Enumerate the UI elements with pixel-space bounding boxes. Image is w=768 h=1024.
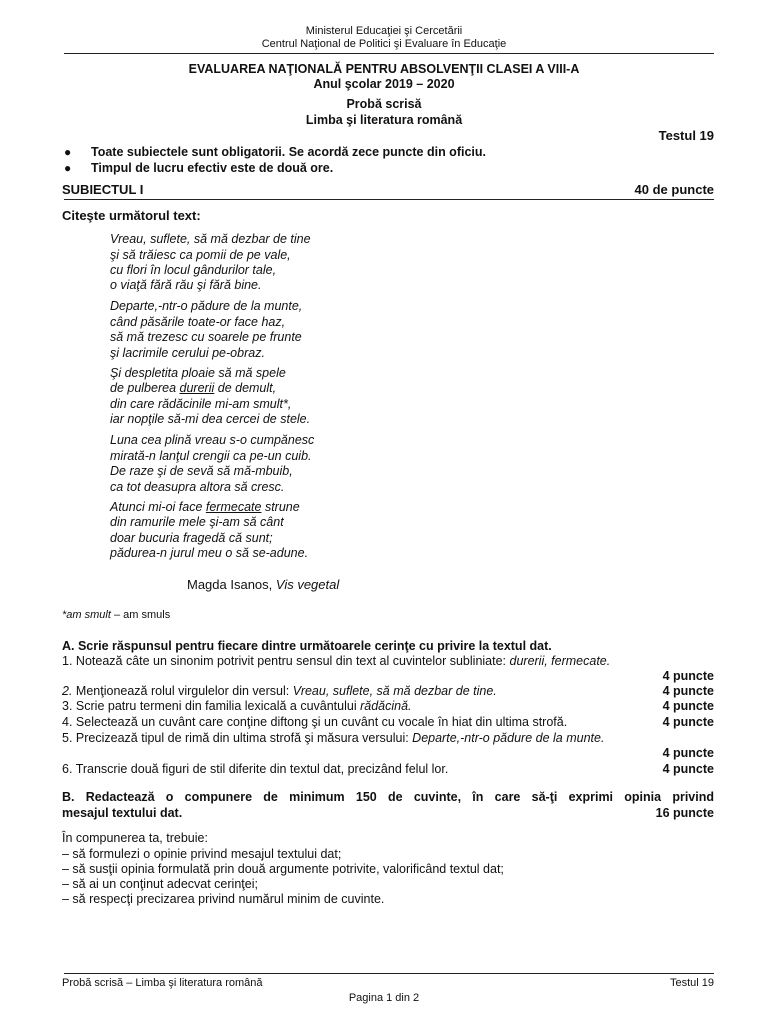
task-text: Selectează un cuvânt care conţine diftong şi un cuvânt cu vocale în hiat din ultima strofă. [75, 715, 568, 729]
task-3 [62, 699, 714, 713]
task-number: 5. [62, 731, 73, 745]
underlined-word: fermecate [205, 500, 262, 514]
task-number: 4. [62, 715, 73, 729]
poem-line [110, 500, 300, 514]
part-b-requirement: – să ai un conţinut adecvat cerinţei; [62, 877, 258, 891]
part-b-points: 16 puncte [655, 806, 714, 820]
header-divider [64, 53, 714, 54]
task-number: 1. [62, 654, 73, 668]
task-text: Scrie patru termeni din familia lexicală a cuvântului [75, 699, 361, 713]
rule-1: Toate subiectele sunt obligatorii. Se acordă zece puncte din oficiu. [91, 145, 486, 159]
subject-name: Limba şi literatura română [305, 113, 463, 127]
task-5 [62, 731, 714, 745]
poem-line: iar nopţile să-mi dea cercei de stele. [110, 412, 311, 426]
bullet-icon: ● [64, 145, 72, 159]
poem-line: şi să trăiesc ca pomii de pe vale, [110, 248, 291, 262]
poem-line: o viaţă fără rău şi fără bine. [110, 278, 262, 292]
footnote-term: *am smult [62, 609, 111, 621]
poem-line: De raze şi de sevă să mă-mbuib, [110, 464, 293, 478]
poem-line: Departe,-ntr-o pădure de la munte, [110, 299, 303, 313]
task-points: 4 puncte [662, 684, 714, 698]
task-number: 3. [62, 699, 73, 713]
read-label: Citeşte următorul text: [62, 208, 201, 223]
task-points: 4 puncte [662, 746, 714, 760]
task-2 [62, 684, 714, 698]
task-points: 4 puncte [662, 699, 714, 713]
exam-type: Probă scrisă [346, 97, 422, 111]
task-text: Transcrie două figuri de stil diferite din textul dat, precizând felul lor. [75, 762, 449, 776]
poem-text: strune [261, 500, 300, 514]
poem-line: cu flori în locul gândurilor tale, [110, 263, 277, 277]
poem-line: şi lacrimile cerului pe-obraz. [110, 346, 265, 360]
task-6 [62, 762, 714, 776]
poem-line: Vreau, suflete, să mă dezbar de tine [110, 232, 311, 246]
section-title: SUBIECTUL I [62, 182, 144, 197]
section-divider [64, 199, 714, 200]
task-points: 4 puncte [662, 762, 714, 776]
poem-author [187, 577, 339, 592]
part-b-requirement: – să susţii opinia formulată prin două argumente potrivite, valorificând textul dat; [62, 862, 504, 876]
footer-left: Probă scrisă – Limba şi literatura română [62, 977, 263, 989]
poem-line: când păsările toate-or face haz, [110, 315, 286, 329]
exam-title: EVALUAREA NAŢIONALĂ PENTRU ABSOLVENŢII CLASEI A VIII-A [188, 62, 580, 76]
task-4 [62, 715, 714, 729]
section-points: 40 de puncte [634, 182, 714, 197]
poem-line: mirată-n lanţul crengii ca pe-un cuib. [110, 449, 312, 463]
part-b-requirement: – să respecţi precizarea privind numărul minim de cuvinte. [62, 892, 385, 906]
bullet-icon: ● [64, 161, 72, 175]
author-name: Magda Isanos, [187, 577, 276, 592]
task-text: Precizează tipul de rimă din ultima strofă şi măsura versului: [75, 731, 413, 745]
task-word: rădăcină. [360, 699, 412, 713]
task-quote: Vreau, suflete, să mă dezbar de tine. [292, 684, 497, 698]
task-text: Menţionează rolul virgulelor din versul: [75, 684, 293, 698]
poem-text: Atunci mi-oi face [110, 500, 206, 514]
task-points: 4 puncte [662, 715, 714, 729]
task-number: 6. [62, 762, 73, 776]
part-b-requirement: – să formulezi o opinie privind mesajul textului dat; [62, 847, 342, 861]
school-year: Anul şcolar 2019 – 2020 [313, 77, 455, 91]
poem-line: din care rădăcinile mi-am smult*, [110, 397, 292, 411]
poem-line: pădurea-n jurul meu o să se-adune. [110, 546, 309, 560]
rule-2: Timpul de lucru efectiv este de două ore. [91, 161, 334, 175]
footer-divider [64, 973, 714, 974]
poem-line [110, 381, 276, 395]
task-text: Notează câte un sinonim potrivit pentru sensul din text al cuvintelor subliniate: [75, 654, 510, 668]
task-quote: Departe,-ntr-o pădure de la munte. [412, 731, 605, 745]
poem-line: să mă trezesc cu soarele pe frunte [110, 330, 302, 344]
part-a-title: A. Scrie răspunsul pentru fiecare dintre următoarele cerinţe cu privire la textul dat. [62, 639, 552, 653]
test-number: Testul 19 [658, 128, 714, 143]
poem-line: din ramurile mele şi-am să cânt [110, 515, 284, 529]
poem-line: doar bucuria fragedă că sunt; [110, 531, 273, 545]
part-b-title-line2: mesajul textului dat. [62, 806, 183, 820]
poem-title: Vis vegetal [275, 577, 340, 592]
footnote-definition: – am smuls [110, 609, 171, 621]
footer-right: Testul 19 [669, 977, 714, 989]
ministry-name: Ministerul Educaţiei şi Cercetării [305, 25, 463, 37]
center-name: Centrul Naţional de Politici şi Evaluare în Educaţie [261, 38, 507, 50]
poem-line: Şi despletita ploaie să mă spele [110, 366, 286, 380]
task-number: 2. [62, 684, 73, 698]
part-b-intro: În compunerea ta, trebuie: [62, 831, 208, 845]
task-1 [62, 654, 714, 668]
poem-text: de pulberea [110, 381, 180, 395]
task-points: 4 puncte [662, 669, 714, 683]
task-words: durerii, fermecate. [509, 654, 611, 668]
underlined-word: durerii [179, 381, 215, 395]
poem-line: Luna cea plină vreau s-o cumpănesc [110, 433, 315, 447]
part-b-title-line1: B. Redactează o compunere de minimum 150 de cuvinte, în care să-ţi exprimi opinia privind [62, 790, 714, 804]
page-number: Pagina 1 din 2 [348, 992, 420, 1004]
footnote [62, 609, 170, 621]
poem-text: de demult, [214, 381, 277, 395]
poem-line: ca tot deasupra altora să cresc. [110, 480, 285, 494]
